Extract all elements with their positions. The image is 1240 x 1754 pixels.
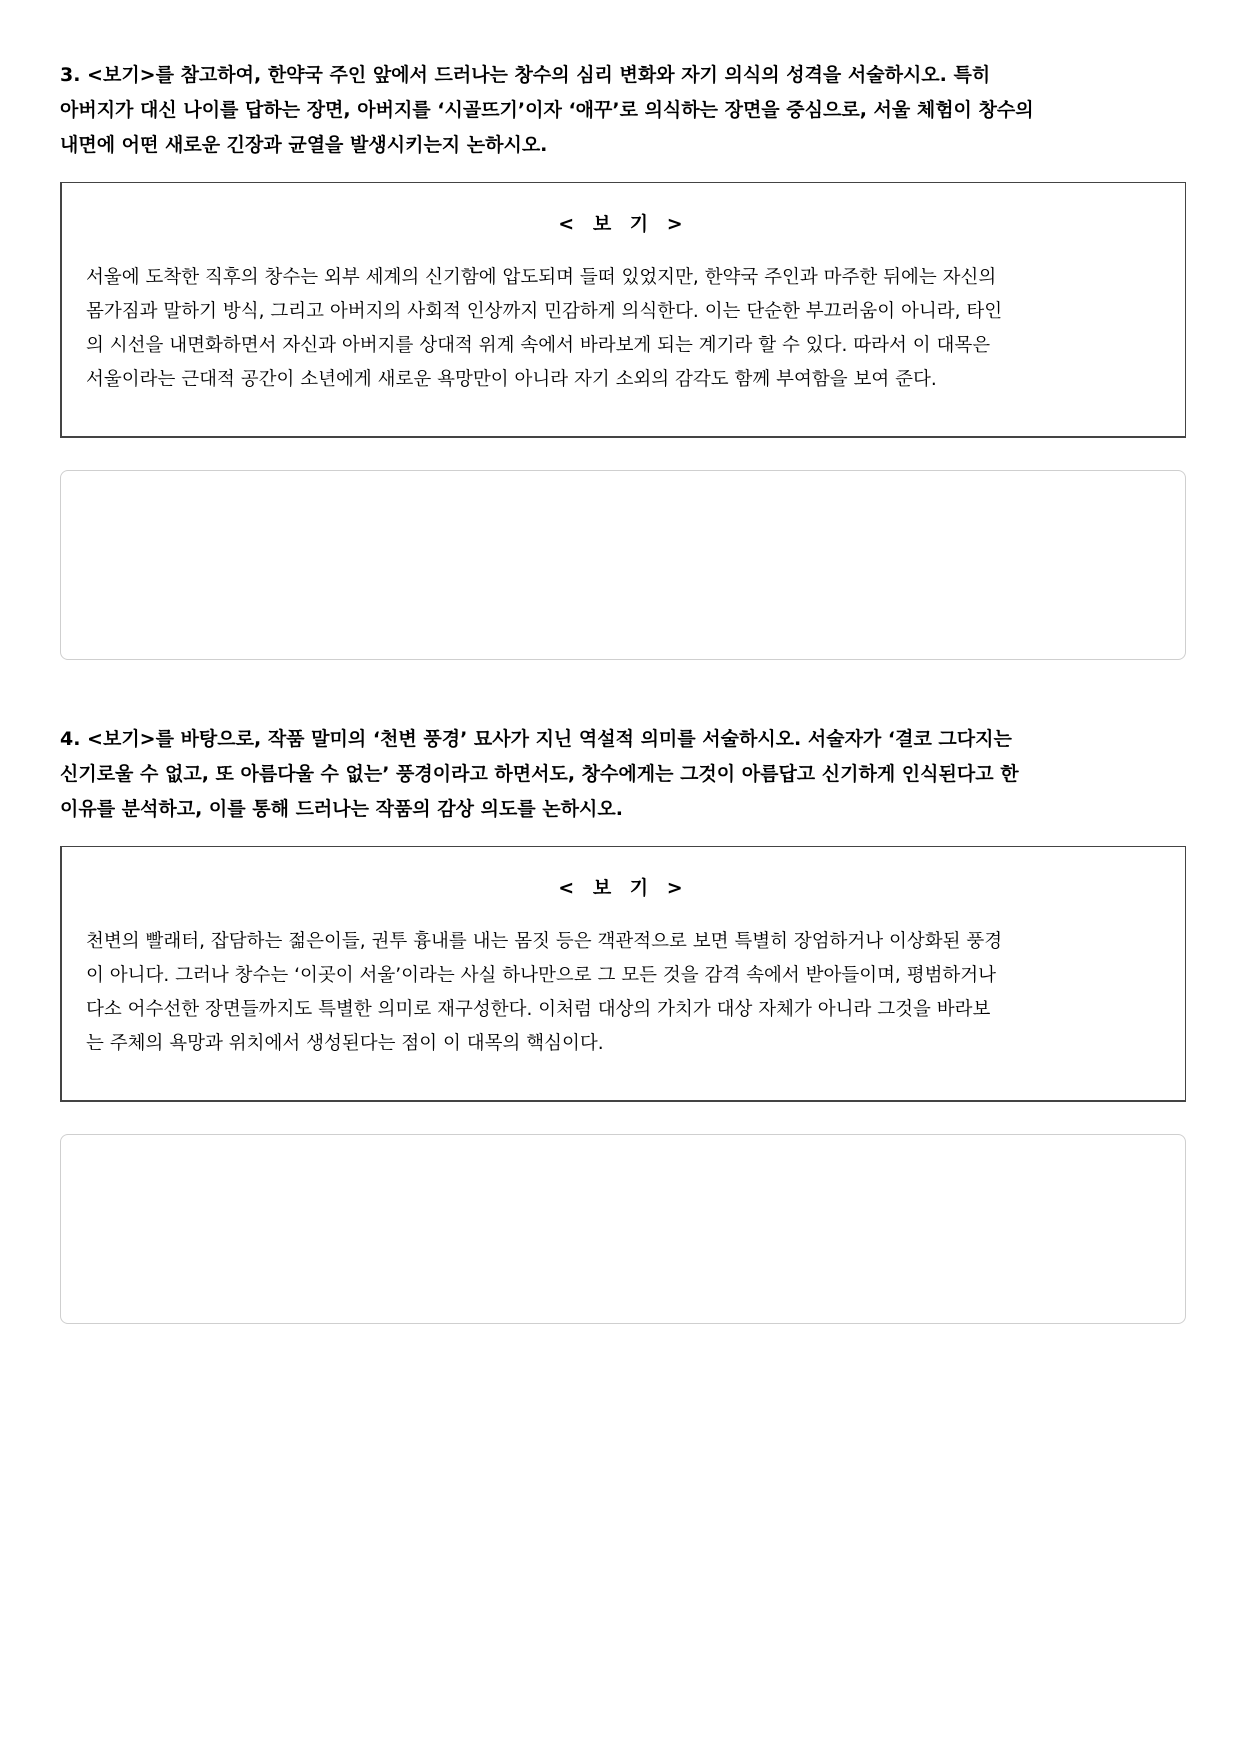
question-3-answer-box[interactable] — [60, 470, 1186, 660]
bogi-body — [86, 261, 1161, 397]
question-line: 3. <보기>를 참고하여, 한약국 주인 앞에서 드러나는 창수의 심리 변화와 자기 의식의 성격을 서술하시오. 특히 — [60, 64, 991, 86]
bogi-line: 이 아니다. 그러나 창수는 ‘이곳이 서울’이라는 사실 하나만으로 그 모든 것을 감격 속에서 받아들이며, 평범하거나 — [86, 965, 997, 986]
bogi-body — [86, 925, 1161, 1061]
question-line: 내면에 어떤 새로운 긴장과 균열을 발생시키는지 논하시오. — [60, 134, 548, 156]
question-line: 아버지가 대신 나이를 답하는 장면, 아버지를 ‘시골뜨기’이자 ‘애꾸’로 의식하는 장면을 중심으로, 서울 체험이 창수의 — [60, 99, 1034, 121]
question-4-prompt — [60, 722, 1180, 827]
bogi-line: 천변의 빨래터, 잡담하는 젊은이들, 권투 흉내를 내는 몸짓 등은 객관적으로 보면 특별히 장엄하거나 이상화된 풍경 — [86, 931, 1003, 952]
question-4-answer-box[interactable] — [60, 1134, 1186, 1324]
question-4-bogi-box — [60, 846, 1186, 1102]
question-line: 4. <보기>를 바탕으로, 작품 말미의 ‘천변 풍경’ 묘사가 지닌 역설적 의미를 서술하시오. 서술자가 ‘결코 그다지는 — [60, 728, 1012, 750]
question-3-prompt — [60, 58, 1180, 163]
question-line: 신기로울 수 없고, 또 아름다울 수 없는’ 풍경이라고 하면서도, 창수에게는 그것이 아름답고 신기하게 인식된다고 한 — [60, 763, 1019, 785]
bogi-line: 서울에 도착한 직후의 창수는 외부 세계의 신기함에 압도되며 들떠 있었지만, 한약국 주인과 마주한 뒤에는 자신의 — [86, 267, 997, 288]
bogi-title: < 보 기 > — [558, 877, 689, 899]
bogi-line: 의 시선을 내면화하면서 자신과 아버지를 상대적 위계 속에서 바라보게 되는 계기라 할 수 있다. 따라서 이 대목은 — [86, 335, 991, 356]
bogi-line: 몸가짐과 말하기 방식, 그리고 아버지의 사회적 인상까지 민감하게 의식한다. 이는 단순한 부끄러움이 아니라, 타인 — [86, 301, 1003, 322]
question-line: 이유를 분석하고, 이를 통해 드러나는 작품의 감상 의도를 논하시오. — [60, 798, 623, 820]
bogi-line: 다소 어수선한 장면들까지도 특별한 의미로 재구성한다. 이처럼 대상의 가치가 대상 자체가 아니라 그것을 바라보 — [86, 999, 991, 1020]
question-3-bogi-box — [60, 182, 1186, 438]
bogi-line: 는 주체의 욕망과 위치에서 생성된다는 점이 이 대목의 핵심이다. — [86, 1033, 604, 1054]
bogi-line: 서울이라는 근대적 공간이 소년에게 새로운 욕망만이 아니라 자기 소외의 감각도 함께 부여함을 보여 준다. — [86, 369, 937, 390]
bogi-title: < 보 기 > — [558, 213, 689, 235]
